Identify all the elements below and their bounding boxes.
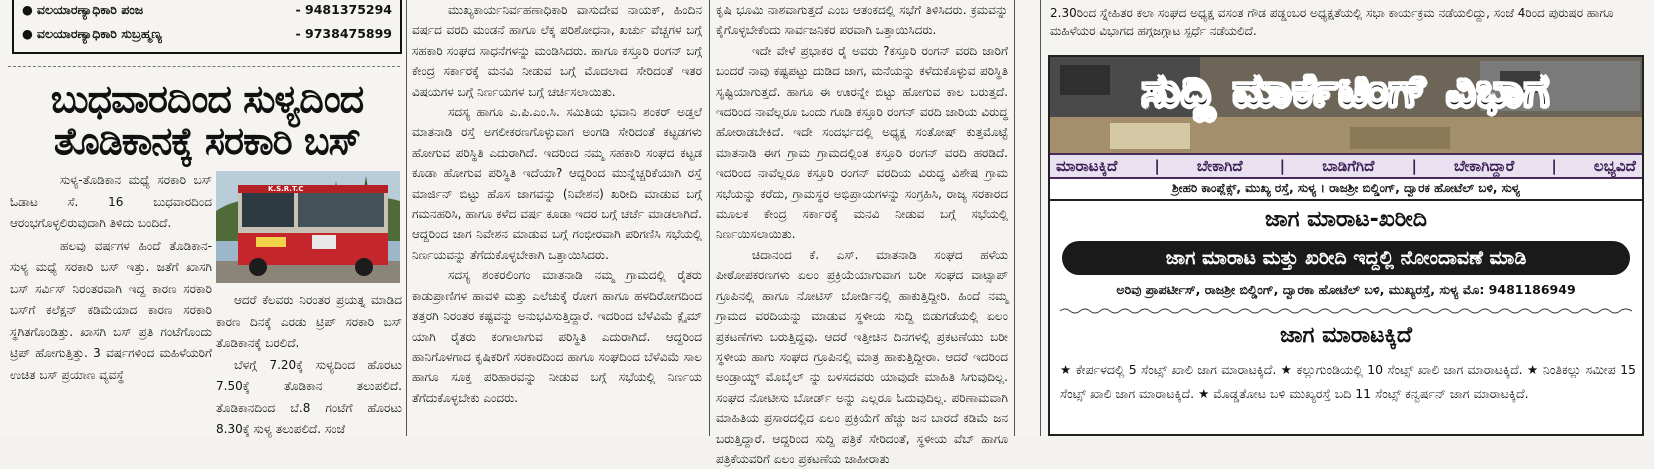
category-item: ಮಾರಾಟಕ್ಕಿದೆ: [1056, 157, 1118, 175]
category-separator: |: [1154, 157, 1160, 175]
category-item: ಬೇಕಾಗಿದ್ದಾರೆ: [1453, 157, 1515, 175]
contact-row: [22, 22, 392, 46]
marketing-advertisement: [1048, 55, 1644, 436]
column-rule: [709, 0, 710, 436]
event-continuation-text: 2.30ರಿಂದ ಸ್ನೇಹಿತರ ಕಲಾ ಸಂಘದ ಅಧ್ಯಕ್ಷ ವಸಂತ ಗೌಡ ಪಡ್ಡಂಬರ ಅಧ್ಯಕ್ಷತೆಯಲ್ಲಿ ಸಭಾ ಕಾರ್ಯಕ್ರಮ ನಡೆಯಲಿದ್ದು, ಸಂಜೆ 4ರಿಂದ ಪುರುಷರ ಹಾಗೂ ಮಹಿಳೆಯರ ವಿಭಾಗದ ಹಗ್ಗಜಗ್ಗಾಟ ಸ್ಪರ್ಧೆ ನಡೆಯಲಿದೆ.: [1050, 6, 1614, 38]
forest-officer-contacts: [12, 0, 402, 54]
contact-name: ವಲಯಾರಣ್ಯಾಧಿಕಾರಿ ಸುಬ್ರಹ್ಮಣ್ಯ: [36, 26, 162, 41]
bus-image-icon: [216, 171, 400, 283]
article-paragraph: ಕೃಷಿ ಭೂಮಿ ನಾಶವಾಗುತ್ತದೆ ಎಂಬ ಆತಂಕದಲ್ಲಿ ಸಭೆಗೆ ತಿಳಿಸಿದರು. ಕ್ರಮವನ್ನು ಕೈಗೊಳ್ಳಬೇಕೆಂದು ಸಾರ್ವಜನಿಕರ ಪರವಾಗಿ ಒತ್ತಾಯಿಸಿದರು.: [716, 3, 1008, 38]
article-paragraph: ಆದರೆ ಕೆಲವರು ನಿರಂತರ ಪ್ರಯತ್ನ ಮಾಡಿದ ಕಾರಣ ದಿನಕ್ಕೆ ಎರಡು ಟ್ರಿಪ್ ಸರಕಾರಿ ಬಸ್ ತೊಡಿಕಾನಕ್ಕೆ ಬರಲಿದೆ.: [216, 293, 402, 350]
article-paragraph: ಬೆಳಗ್ಗೆ 7.20ಕ್ಕೆ ಸುಳ್ಯದಿಂದ ಹೊರಟು 7.50ಕ್ಕೆ ತೊಡಿಕಾನ ತಲುಪಲಿದೆ. ತೊಡಿಕಾನದಿಂದ ಬೆ.8 ಗಂಟೆಗೆ ಹೊರಟು 8.30ಕ್ಕೆ ಸುಳ್ಯ ತಲುಪಲಿದೆ. ಸಂಜೆ: [216, 357, 402, 436]
article-paragraph: ಇದೇ ವೇಳೆ ಪ್ರಭಾಕರ ರೈ ಅವರು ?ಕಸ್ತೂರಿ ರಂಗನ್ ವರದಿ ಜಾರಿಗೆ ಬಂದರೆ ನಾವು ಕಷ್ಟಪಟ್ಟು ದುಡಿದ ಜಾಗ, ಮನೆಯನ್ನು ಕಳೆದುಕೊಳ್ಳುವ ಪರಿಸ್ಥಿತಿ ಸೃಷ್ಟಿಯಾಗುತ್ತದೆ. ಹಾಗೂ ಈ ಊರನ್ನೇ ಬಿಟ್ಟು ಹೋಗುವ ಕಾಲ ಬರುತ್ತದೆ. ಇದರಿಂದ ನಾವೆಲ್ಲರೂ ಒಂದು ಗೂಡಿ ಕಸ್ತೂರಿ ರಂಗನ್ ವರದಿ ಜಾರಿಯ ವಿರುದ್ಧ ಹೋರಾಡಬೇಕಿದೆ. ಇದೇ ಸಂದರ್ಭದಲ್ಲಿ ಅಧ್ಯಕ್ಷ ಸಂತೋಷ್ ಕುತ್ತಮೊಟ್ಟೆ ಮಾತನಾಡಿ ಈಗ ಗ್ರಾಮ ಗ್ರಾಮದಲ್ಲಿಂತ ಕಸ್ತೂರಿ ರಂಗನ್ ವರದಿ ಹರಡಿದೆ. ಇದರಿಂದ ನಾವೆಲ್ಲರೂ ಕಸ್ತೂರಿ ರಂಗನ್ ವರದಿಯ ವಿರುದ್ಧ ವಿಶೇಷ ಗ್ರಾಮ ಸಭೆಯನ್ನು ಕರೆದು, ಗ್ರಾಮಸ್ಥರ ಅಭಿಪ್ರಾಯಗಳನ್ನು ಸಂಗ್ರಹಿಸಿ, ರಾಜ್ಯ ಸರಕಾರದ ಮೂಲಕ ಕೇಂದ್ರ ಸರ್ಕಾರಕ್ಕೆ ಮನವಿ ನೀಡುವ ಬಗ್ಗೆ ಸಭೆಯಲ್ಲಿ ನಿರ್ಣಯಿಸಲಾಯಿತು.: [716, 43, 1008, 242]
ksrtc-bus-photo: [216, 171, 400, 283]
section-divider: [8, 66, 400, 67]
category-item: ಬೇಕಾಗಿದೆ: [1196, 157, 1243, 175]
column-rule: [1014, 0, 1015, 436]
bus-plate-text: K.S.R.T.C: [268, 185, 304, 193]
society-meeting-column: [412, 0, 702, 408]
bus-article-continued: [216, 290, 402, 441]
contact-name: ವಲಯಾರಣ್ಯಾಧಿಕಾರಿ ಪಂಜ: [36, 2, 144, 17]
bus-article-body: [10, 170, 212, 387]
category-item: ಲಭ್ಯವಿದೆ: [1593, 157, 1636, 175]
bullet-icon: ●: [22, 2, 33, 17]
kasturirangan-report-column: [716, 0, 1008, 469]
marketing-banner: [1050, 57, 1642, 153]
contact-phone: - 9481375294: [295, 2, 392, 17]
bus-headline: [12, 78, 402, 162]
register-banner: ಜಾಗ ಮಾರಾಟ ಮತ್ತು ಖರೀದಿ ಇದ್ದಲ್ಲಿ ನೋಂದಾವಣೆ ಮಾಡಿ: [1062, 241, 1630, 275]
wavy-divider-icon: [1060, 307, 1632, 315]
contact-phone: - 9738475899: [295, 26, 392, 41]
headline-line: ಬುಧವಾರದಿಂದ ಸುಳ್ಯದಿಂದ: [50, 77, 364, 121]
category-item: ಬಾಡಿಗೆಗಿದೆ: [1322, 157, 1375, 175]
marketing-column: [1046, 0, 1646, 401]
article-paragraph: ಸದಸ್ಯ ಹಾಗೂ ಎ.ಪಿ.ಎಂ.ಸಿ. ಸಮಿತಿಯ ಭವಾನಿ ಶಂಕರ್ ಅಡ್ತಲೆ ಮಾತನಾಡಿ ರಸ್ತೆ ಅಗಲೀಕರಣಗೊಳ್ಳುವಾಗ ಅಂಗಡಿ ಸೇರಿದಂತೆ ಕಟ್ಟಡಗಳು ಹೋಗುವ ಪರಿಸ್ಥಿತಿ ಎದುರಾಗಿದೆ. ಇದರಿಂದ ನಮ್ಮ ಸಹಕಾರಿ ಸಂಘದ ಕಟ್ಟಡ ಕೂಡಾ ಹೋಗುವ ಪರಿಸ್ಥಿತಿ ಇದೆಯಾ? ಆದ್ದರಿಂದ ಮುನ್ನೆಚ್ಚರಿಕೆಯಾಗಿ ರಸ್ತೆ ಮಾರ್ಜಿನ್ ಬಿಟ್ಟು ಹೊಸ ಜಾಗವನ್ನು (ನಿವೇಶನ) ಖರೀದಿ ಮಾಡುವ ಬಗ್ಗೆ ಗಮನಹರಿಸಿ, ಹಾಗೂ ಕಳೆದ ವರ್ಷ ಕೂಡಾ ಇದರ ಬಗ್ಗೆ ಚರ್ಚೆ ಮಾಡಲಾಗಿದೆ. ಆದ್ದರಿಂದ ಜಾಗ ನಿವೇಶನ ಮಾಡುವ ಬಗ್ಗೆ ಗಂಭೀರವಾಗಿ ಪರಿಗಣಿಸಿ ಸಭೆಯಲ್ಲಿ ನಿರ್ಣಯವನ್ನು ತೆಗೆದುಕೊಳ್ಳಬೇಕಾಗಿ ಒತ್ತಾಯಿಸಿದರು.: [412, 105, 702, 262]
column-rule: [1040, 0, 1041, 436]
article-paragraph: ಮುಖ್ಯಕಾರ್ಯನಿರ್ವಹಣಾಧಿಕಾರಿ ವಾಸುದೇವ ನಾಯಕ್, ಹಿಂದಿನ ವರ್ಷದ ವರದಿ ಮಂಡನೆ ಹಾಗೂ ಲೆಕ್ಕ ಪರಿಶೋಧನಾ, ಖರ್ಚು ವೆಚ್ಚಗಳ ಬಗ್ಗೆ ಸಹಕಾರಿ ಸಂಘದ ಸಾಧನೆಗಳನ್ನು ಮಂಡಿಸಿದರು. ಹಾಗೂ ಕಸ್ತೂರಿ ರಂಗನ್ ಬಗ್ಗೆ ಕೇಂದ್ರ ಸರ್ಕಾರಕ್ಕೆ ಮನವಿ ನೀಡುವ ಬಗ್ಗೆ ಮೊದಲಾದ ಸೇರಿದಂತೆ ಇತರ ವಿಷಯಗಳ ಬಗ್ಗೆ ನಿರ್ಣಯಗಳ ಬಗ್ಗೆ ಚರ್ಚಿಸಲಾಯಿತು.: [412, 3, 702, 99]
article-paragraph: ಸುಳ್ಯ-ತೊಡಿಕಾನ ಮಧ್ಯೆ ಸರಕಾರಿ ಬಸ್ ಓಡಾಟ ಸೆ. 16 ಬುಧವಾರದಿಂದ ಆರಂಭಗೊಳ್ಳಲಿರುವುದಾಗಿ ತಿಳಿದು ಬಂದಿದೆ.: [10, 173, 212, 230]
category-separator: |: [1551, 157, 1557, 175]
land-for-sale-title: ಜಾಗ ಮಾರಾಟಕ್ಕಿದೆ: [1279, 323, 1413, 348]
ad-categories: [1050, 153, 1642, 179]
article-paragraph: ಹಲವು ವರ್ಷಗಳ ಹಿಂದೆ ತೊಡಿಕಾನ-ಸುಳ್ಯ ಮಧ್ಯೆ ಸರಕಾರಿ ಬಸ್ ಇತ್ತು. ಜತೆಗೆ ಖಾಸಗಿ ಬಸ್ ಸರ್ವಿಸ್ ನಿರಂತರವಾಗಿ ಇದ್ದ ಕಾರಣ ಸರಕಾರಿ ಬಸ್‌ಗೆ ಕಲೆಕ್ಷನ್ ಕಡಿಮೆಯಾದ ಕಾರಣ ಸರಕಾರಿ ಸ್ಥಗಿತಗೊಂಡಿತ್ತು. ಖಾಸಗಿ ಬಸ್ ಪ್ರತಿ ಗಂಟೆಗೊಂದು ಟ್ರಿಪ್ ಹೋಗುತ್ತಿತ್ತು. 3 ವರ್ಷಗಳಿಂದ ಮಹಿಳೆಯರಿಗೆ ಉಚಿತ ಬಸ್ ಪ್ರಯಾಣ ವ್ಯವಸ್ಥೆ: [10, 238, 212, 382]
category-separator: |: [1279, 157, 1286, 175]
contact-row: [22, 0, 392, 22]
headline-line: ತೊಡಿಕಾನಕ್ಕೆ ಸರಕಾರಿ ಬಸ್: [53, 119, 361, 163]
land-sale-purchase-title: ಜಾಗ ಮಾರಾಟ-ಖರೀದಿ: [1265, 207, 1427, 232]
category-separator: |: [1411, 157, 1417, 175]
land-listings: ★ ಕೇರ್ಪಳದಲ್ಲಿ 5 ಸೆಂಟ್ಸ್ ಖಾಲಿ ಜಾಗ ಮಾರಾಟಕ್ಕಿದೆ. ★ ಕಲ್ಲುಗುಂಡಿಯಲ್ಲಿ 10 ಸೆಂಟ್ಸ್ ಖಾಲಿ ಜಾಗ ಮಾರಾಟಕ್ಕಿದೆ. ★ ನಿಂತಿಕಲ್ಲು ಸಮೀಪ 15 ಸೆಂಟ್ಸ್ ಖಾಲಿ ಜಾಗ ಮಾರಾಟಕ್ಕಿದೆ. ★ ಮೊಡ್ಡತೋಟ ಬಳಿ ಮುಖ್ಯರಸ್ತೆ ಬದಿ 11 ಸೆಂಟ್ಸ್ ಕನ್ವರ್ಷನ್ ಜಾಗ ಮಾರಾಟಕ್ಕಿದೆ.: [1060, 362, 1636, 401]
banner-title: ಸುದ್ದಿ ಮಾರ್ಕೆಟಿಂಗ್ ವಿಭಾಗ: [1141, 65, 1551, 116]
column-rule: [406, 0, 407, 436]
bullet-icon: ●: [22, 26, 33, 41]
properties-contact: ಅರಿವು ಪ್ರಾಪರ್ಟೀಸ್, ರಾಜಶ್ರೀ ಬಿಲ್ಡಿಂಗ್, ದ್ವಾರಕಾ ಹೋಟೆಲ್ ಬಳಿ, ಮುಖ್ಯರಸ್ತೆ, ಸುಳ್ಯ ಮೊ: 9481186949: [1116, 282, 1576, 297]
article-paragraph: ಸದಸ್ಯ ಶಂಕರಲಿಂಗಂ ಮಾತನಾಡಿ ನಮ್ಮ ಗ್ರಾಮದಲ್ಲಿ ರೈತರು ಕಾಡುಪ್ರಾಣಿಗಳ ಹಾವಳಿ ಮತ್ತು ಎಲೆಚುಕ್ಕೆ ರೋಗ ಹಾಗೂ ಹಳದಿರೋಗದಿಂದ ತತ್ತರಗಿ ನಿರಂತರ ಕಷ್ಟವನ್ನು ಅನುಭವಿಸುತ್ತಿದ್ದಾರೆ. ಇದರಿಂದ ಬೆಳೆವಿಮೆ ಕ್ಲೈಮ್ ಯಾಗಿ ರೈತರು ಕಂಗಾಲಾಗುವ ಪರಿಸ್ಥಿತಿ ಎದುರಾಗಿದೆ. ಆದ್ದರಿಂದ ಹಾನಿಗೊಳಗಾದ ಕೃಷಿಕರಿಗೆ ಸರಕಾರದಿಂದ ಹಾಗೂ ಸಂಘದಿಂದ ಬೆಳೆವಿಮೆ ಸಾಲ ಹಾಗೂ ಸೂಕ್ತ ಪರಿಹಾರವನ್ನು ನೀಡುವ ಬಗ್ಗೆ ಸಭೆಯಲ್ಲಿ ನಿರ್ಣಯ ತೆಗೆದುಕೊಳ್ಳಬೇಕು ಎಂದರು.: [412, 268, 702, 405]
office-address: ಶ್ರೀಹರಿ ಕಾಂಪ್ಲೆಕ್ಸ್, ಮುಖ್ಯ ರಸ್ತೆ, ಸುಳ್ಯ । ರಾಜಶ್ರೀ ಬಿಲ್ಡಿಂಗ್, ದ್ವಾರಕ ಹೋಟೆಲ್ ಬಳಿ, ಸುಳ್ಯ: [1050, 181, 1642, 201]
article-paragraph: ಚಿದಾನಂದ ಕೆ. ಎಸ್. ಮಾತನಾಡಿ ಸಂಘದ ಹಳೆಯ ಪೀಠೋಪಕರಣಗಳು ಏಲಂ ಪ್ರಕ್ರಿಯೆಯಾಗುವಾಗ ಬರೀ ಸಂಘದ ವಾಟ್ಸಾಪ್ ಗ್ರೂಪಿನಲ್ಲಿ ಹಾಗೂ ನೋಟಿಸ್ ಬೋರ್ಡಿನಲ್ಲಿ ಹಾಕುತ್ತಿದ್ದೀರಿ. ಹಿಂದೆ ನಮ್ಮ ಗ್ರಾಮದ ವರದಿಯನ್ನು ಮಾಡುವ ಸ್ಥಳೀಯ ಸುದ್ದಿ ಬಿಡುಗಡೆಯಲ್ಲಿ ಏಲಂ ಪ್ರಕಟಣೆಗಳು ಬರುತ್ತಿದ್ದವು. ಆದರೆ ಇತ್ತೀಚಿನ ದಿನಗಳಲ್ಲಿ ಪ್ರಕಟಣೆಯು ಬರೀ ಸ್ಥಳೀಯ ಹಾಗು ಸಂಘದ ಗ್ರೂಪಿನಲ್ಲಿ ಮಾತ್ರ ಹಾಕುತ್ತಿದ್ದೀರಾ. ಆದರೆ ಇದರಿಂದ ಅಂಡ್ರಾಯ್ಡ್ ಮೊಬೈಲ್ ನ್ನು ಬಳಸದವರು ಯಾವುದೇ ಮಾಹಿತಿ ಸಿಗುವುದಿಲ್ಲ. ಸಂಘದ ನೋಟೀಸು ಬೋರ್ಡ್ ಅನ್ನು ಎಲ್ಲರೂ ಓದುವುದಿಲ್ಲ. ಪರಿಣಾಮವಾಗಿ ಮಾಹಿತಿಯ ಪ್ರಸಾರದಲ್ಲಿದ ಏಲಂ ಪ್ರಕ್ರಿಯೆಗೆ ಹೆಚ್ಚು ಜನ ಬಾರದೆ ಕಡಿಮೆ ಜನ ಬರುತ್ತಿದ್ದಾರೆ. ಆದ್ದರಿಂದ ಸುದ್ದಿ ಪತ್ರಿಕೆ ಸೇರಿದಂತೆ, ಸ್ಥಳೀಯ ವೆಬ್ ಹಾಗೂ ಪತ್ರಿಕೆಯವರಿಗೆ ಏಲಂ ಪ್ರಕಟಣೆಯ ಜಾಹೀರಾತು: [716, 247, 1008, 466]
